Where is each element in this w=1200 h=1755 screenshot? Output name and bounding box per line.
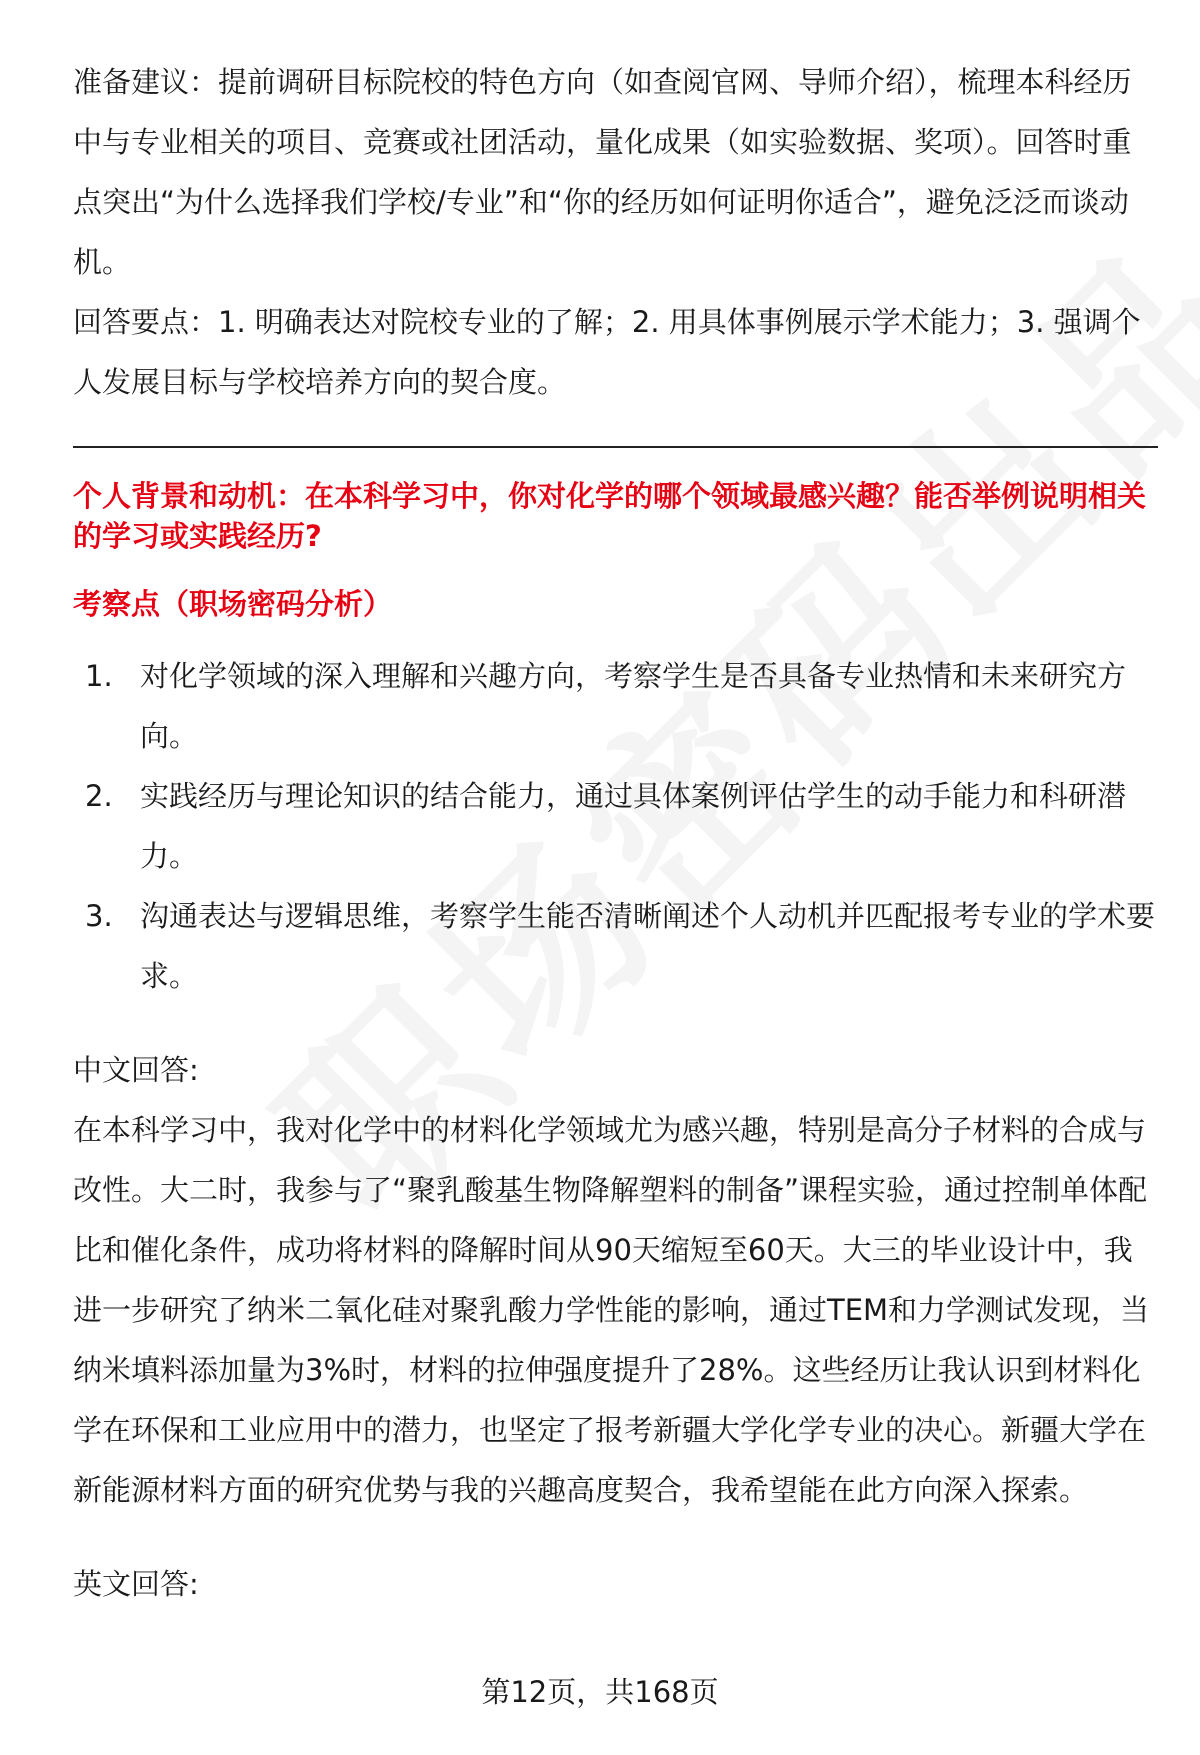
question-title: 个人背景和动机：在本科学习中，你对化学的哪个领域最感兴趣？能否举例说明相关的学习或实践经历?: [73, 479, 1147, 553]
list-item-number: 2.: [85, 779, 113, 813]
focus-heading: 考察点（职场密码分析）: [73, 587, 393, 621]
chinese-answer-heading: 中文回答:: [73, 1053, 199, 1087]
list-item-number: 3.: [85, 899, 113, 933]
section-divider: [73, 446, 1158, 448]
page-number: 第12页，共168页: [481, 1675, 719, 1709]
list-item-text: 实践经历与理论知识的结合能力，通过具体案例评估学生的动手能力和科研潜力。: [140, 779, 1127, 873]
list-item: [73, 646, 1158, 766]
list-item-number: 1.: [85, 659, 113, 693]
prep-advice-paragraph: 准备建议：提前调研目标院校的特色方向（如查阅官网、导师介绍），梳理本科经历中与专业相关的项目、竞赛或社团活动，量化成果（如实验数据、奖项）。回答时重点突出“为什么选择我们学校/专业”和“你的经历如何证明你适合”，避免泛泛而谈动机。: [73, 65, 1132, 279]
list-item: [73, 886, 1158, 1006]
document-body: [73, 52, 1158, 1614]
list-item-text: 沟通表达与逻辑思维，考察学生能否清晰阐述个人动机并匹配报考专业的学术要求。: [140, 899, 1156, 993]
list-item-text: 对化学领域的深入理解和兴趣方向，考察学生是否具备专业热情和未来研究方向。: [140, 659, 1127, 753]
focus-points-list: [73, 646, 1158, 1006]
english-answer-heading: 英文回答:: [73, 1567, 199, 1601]
answer-points-paragraph: 回答要点：1. 明确表达对院校专业的了解；2. 用具体事例展示学术能力；3. 强调个人发展目标与学校培养方向的契合度。: [73, 305, 1141, 399]
list-item: [73, 766, 1158, 886]
chinese-answer-paragraph: 在本科学习中，我对化学中的材料化学领域尤为感兴趣，特别是高分子材料的合成与改性。大二时，我参与了“聚乳酸基生物降解塑料的制备”课程实验，通过控制单体配比和催化条件，成功将材料的降解时间从90天缩短至60天。大三的毕业设计中，我进一步研究了纳米二氧化硅对聚乳酸力学性能的影响，通过TEM和力学测试发现，当纳米填料添加量为3%时，材料的拉伸强度提升了28%。这些经历让我认识到材料化学在环保和工业应用中的潜力，也坚定了报考新疆大学化学专业的决心。新疆大学在新能源材料方面的研究优势与我的兴趣高度契合，我希望能在此方向深入探索。: [73, 1113, 1150, 1507]
